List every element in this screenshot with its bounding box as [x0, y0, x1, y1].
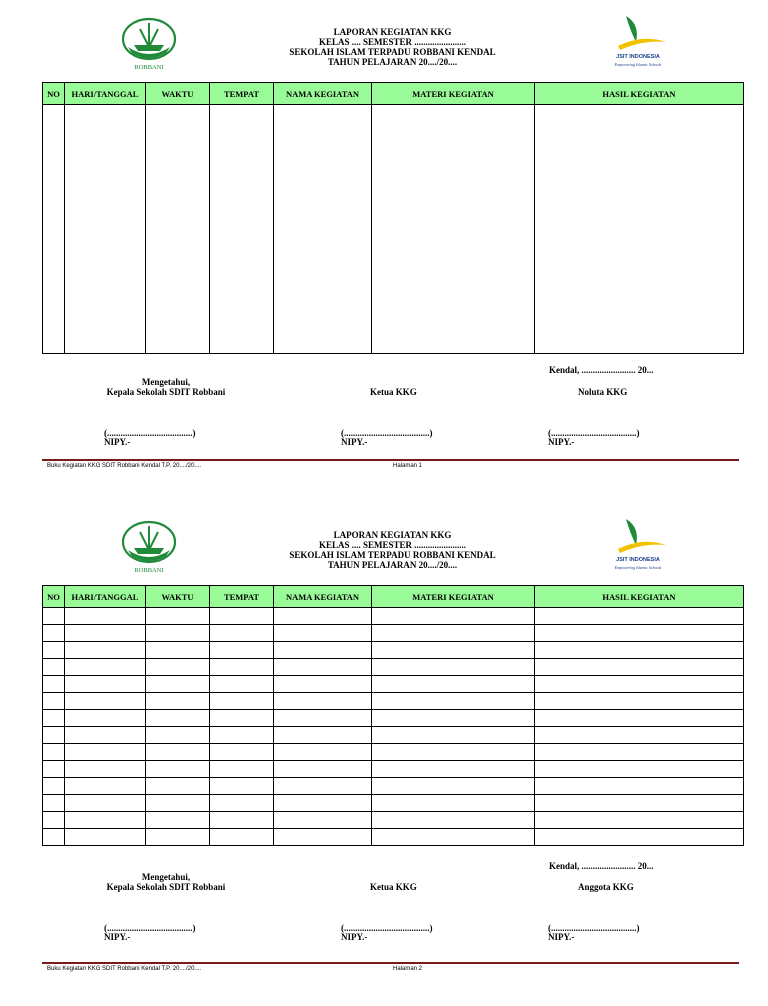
table-cell[interactable] [535, 744, 744, 761]
robbani-logo-icon [118, 520, 180, 574]
table-cell[interactable] [43, 744, 65, 761]
table-cell[interactable] [535, 693, 744, 710]
table-cell[interactable] [210, 761, 274, 778]
footer-page-number: Halaman 2 [393, 966, 423, 972]
activity-table [42, 585, 744, 846]
place-date: Kendal, ........................ 20... [549, 365, 654, 375]
col-no: NO [43, 586, 65, 608]
signature-right-role: Anggota KKG [578, 882, 634, 892]
table-cell[interactable] [372, 795, 535, 812]
table-cell[interactable] [210, 625, 274, 642]
heading-year: TAHUN PELAJARAN 20..../20.... [327, 57, 458, 67]
heading-school: SEKOLAH ISLAM TERPADU ROBBANI KENDAL [289, 47, 496, 57]
table-cell[interactable] [43, 795, 65, 812]
signature-right-role: Noluta KKG [578, 387, 628, 397]
table-cell[interactable] [43, 761, 65, 778]
table-cell[interactable] [274, 727, 372, 744]
footer-rule [42, 962, 739, 964]
table-cell[interactable] [274, 608, 372, 625]
svg-text:JSIT INDONESIA: JSIT INDONESIA [616, 557, 660, 563]
signature-blank-middle: (......................................) NIPY.- [341, 428, 433, 447]
heading-year: TAHUN PELAJARAN 20..../20.... [327, 560, 458, 570]
table-cell[interactable] [372, 642, 535, 659]
table-cell[interactable] [274, 795, 372, 812]
table-cell[interactable] [535, 727, 744, 744]
col-materi-kegiatan: MATERI KEGIATAN [372, 586, 535, 608]
table-cell[interactable] [43, 778, 65, 795]
svg-text:Empowering Islamic Schools: Empowering Islamic Schools [614, 62, 662, 67]
table-cell[interactable] [274, 105, 372, 354]
col-hari-tanggal: HARI/TANGGAL [65, 586, 146, 608]
table-cell[interactable] [535, 761, 744, 778]
table-cell[interactable] [146, 727, 210, 744]
signature-blank-middle: (......................................) NIPY.- [341, 923, 433, 942]
col-hasil-kegiatan: HASIL KEGIATAN [535, 83, 744, 105]
table-row [43, 642, 744, 659]
report-heading [270, 27, 515, 67]
table-cell[interactable] [372, 761, 535, 778]
col-tempat: TEMPAT [210, 83, 274, 105]
col-no: NO [43, 83, 65, 105]
table-cell[interactable] [535, 642, 744, 659]
table-cell[interactable] [535, 710, 744, 727]
signature-ketua: Ketua KKG [370, 387, 417, 397]
table-cell[interactable] [146, 761, 210, 778]
table-cell[interactable] [43, 676, 65, 693]
table-cell[interactable] [210, 693, 274, 710]
activity-table [42, 82, 744, 354]
table-cell[interactable] [43, 105, 65, 354]
table-cell[interactable] [372, 812, 535, 829]
table-cell[interactable] [535, 829, 744, 846]
table-row [43, 778, 744, 795]
footer-page-number: Halaman 1 [393, 463, 423, 469]
table-row [43, 761, 744, 778]
table-cell[interactable] [372, 829, 535, 846]
table-body [43, 608, 744, 846]
jsit-logo-icon [606, 12, 670, 70]
col-hasil-kegiatan: HASIL KEGIATAN [535, 586, 744, 608]
jsit-logo-icon [606, 515, 670, 573]
table-cell[interactable] [274, 744, 372, 761]
table-cell[interactable] [274, 642, 372, 659]
footer-rule [42, 459, 739, 461]
table-cell[interactable] [146, 829, 210, 846]
table-header-row [43, 586, 744, 608]
table-cell[interactable] [146, 625, 210, 642]
table-cell[interactable] [210, 795, 274, 812]
col-waktu: WAKTU [146, 586, 210, 608]
table-row [43, 812, 744, 829]
table-cell[interactable] [274, 812, 372, 829]
table-row [43, 676, 744, 693]
table-cell[interactable] [210, 659, 274, 676]
table-row [43, 625, 744, 642]
table-cell[interactable] [274, 693, 372, 710]
table-cell[interactable] [43, 608, 65, 625]
table-cell[interactable] [43, 693, 65, 710]
table-cell[interactable] [65, 727, 146, 744]
table-cell[interactable] [65, 778, 146, 795]
col-tempat: TEMPAT [210, 586, 274, 608]
table-cell[interactable] [274, 761, 372, 778]
heading-title: LAPORAN KEGIATAN KKG [333, 27, 452, 37]
table-cell[interactable] [65, 659, 146, 676]
signature-blank-left: (......................................) NIPY.- [104, 428, 196, 447]
table-cell[interactable] [146, 778, 210, 795]
table-cell[interactable] [43, 727, 65, 744]
table-cell[interactable] [535, 608, 744, 625]
table-row [43, 710, 744, 727]
table-cell[interactable] [372, 744, 535, 761]
table-cell[interactable] [274, 659, 372, 676]
table-cell[interactable] [65, 829, 146, 846]
table-cell[interactable] [146, 795, 210, 812]
table-cell[interactable] [65, 608, 146, 625]
table-row [43, 829, 744, 846]
table-cell[interactable] [535, 659, 744, 676]
table-header-row [43, 83, 744, 105]
table-cell[interactable] [146, 693, 210, 710]
table-cell[interactable] [372, 659, 535, 676]
table-cell[interactable] [43, 625, 65, 642]
svg-text:Empowering Islamic Schools: Empowering Islamic Schools [614, 565, 662, 570]
table-cell[interactable] [210, 710, 274, 727]
heading-school: SEKOLAH ISLAM TERPADU ROBBANI KENDAL [289, 550, 496, 560]
col-nama-kegiatan: NAMA KEGIATAN [274, 83, 372, 105]
report-heading [270, 530, 515, 570]
table-cell[interactable] [372, 625, 535, 642]
table-cell[interactable] [65, 642, 146, 659]
col-waktu: WAKTU [146, 83, 210, 105]
table-cell[interactable] [65, 795, 146, 812]
col-nama-kegiatan: NAMA KEGIATAN [274, 586, 372, 608]
table-cell[interactable] [535, 778, 744, 795]
table-cell[interactable] [372, 710, 535, 727]
table-cell[interactable] [43, 829, 65, 846]
svg-text:ROBBANI: ROBBANI [134, 567, 164, 574]
table-cell[interactable] [146, 642, 210, 659]
col-hari-tanggal: HARI/TANGGAL [65, 83, 146, 105]
table-cell[interactable] [372, 727, 535, 744]
robbani-logo-icon [118, 17, 180, 71]
signature-principal: Mengetahui, Kepala Sekolah SDIT Robbani [106, 377, 226, 397]
table-cell[interactable] [210, 812, 274, 829]
table-row [43, 744, 744, 761]
table-cell[interactable] [274, 710, 372, 727]
col-materi-kegiatan: MATERI KEGIATAN [372, 83, 535, 105]
table-cell[interactable] [146, 659, 210, 676]
table-cell[interactable] [210, 608, 274, 625]
table-cell[interactable] [146, 676, 210, 693]
table-cell[interactable] [146, 105, 210, 354]
table-cell[interactable] [65, 812, 146, 829]
table-cell[interactable] [43, 812, 65, 829]
table-row [43, 659, 744, 676]
table-cell[interactable] [372, 105, 535, 354]
svg-text:JSIT INDONESIA: JSIT INDONESIA [616, 54, 660, 60]
table-cell[interactable] [210, 727, 274, 744]
table-row [43, 608, 744, 625]
table-cell[interactable] [210, 105, 274, 354]
table-cell[interactable] [535, 676, 744, 693]
table-cell[interactable] [372, 693, 535, 710]
table-cell[interactable] [65, 625, 146, 642]
heading-class-semester: KELAS .... SEMESTER ....................... [318, 540, 467, 550]
table-cell[interactable] [535, 812, 744, 829]
table-cell[interactable] [535, 625, 744, 642]
table-cell[interactable] [65, 105, 146, 354]
table-cell[interactable] [146, 710, 210, 727]
heading-title: LAPORAN KEGIATAN KKG [333, 530, 452, 540]
signature-blank-left: (......................................) NIPY.- [104, 923, 196, 942]
table-cell[interactable] [210, 829, 274, 846]
table-cell[interactable] [210, 642, 274, 659]
table-cell[interactable] [274, 676, 372, 693]
table-cell[interactable] [210, 744, 274, 761]
table-cell[interactable] [146, 744, 210, 761]
table-cell[interactable] [43, 659, 65, 676]
table-cell[interactable] [274, 778, 372, 795]
table-cell[interactable] [274, 625, 372, 642]
table-cell[interactable] [65, 744, 146, 761]
footer-book-title: Buku Kegiatan KKG SDIT Robbani Kendal T.P. 20..../20.... [47, 966, 202, 972]
table-cell[interactable] [535, 795, 744, 812]
table-cell[interactable] [65, 761, 146, 778]
table-cell[interactable] [210, 778, 274, 795]
table-cell[interactable] [146, 812, 210, 829]
table-row [43, 795, 744, 812]
table-cell[interactable] [372, 608, 535, 625]
table-cell[interactable] [146, 608, 210, 625]
table-cell[interactable] [65, 710, 146, 727]
table-cell[interactable] [43, 642, 65, 659]
table-row [43, 693, 744, 710]
table-cell[interactable] [210, 676, 274, 693]
table-cell[interactable] [43, 710, 65, 727]
table-cell[interactable] [372, 676, 535, 693]
signature-blank-right: (......................................) NIPY.- [548, 428, 640, 447]
signature-blank-right: (......................................) NIPY.- [548, 923, 640, 942]
table-cell[interactable] [372, 778, 535, 795]
place-date: Kendal, ........................ 20... [549, 861, 654, 871]
table-cell[interactable] [65, 693, 146, 710]
page-2 [0, 503, 768, 1006]
table-cell[interactable] [274, 829, 372, 846]
table-row [43, 105, 744, 354]
svg-text:ROBBANI: ROBBANI [134, 64, 164, 71]
table-row [43, 727, 744, 744]
footer-book-title: Buku Kegiatan KKG SDIT Robbani Kendal T.P. 20..../20.... [47, 463, 202, 469]
signature-ketua: Ketua KKG [370, 882, 417, 892]
heading-class-semester: KELAS .... SEMESTER ....................... [318, 37, 467, 47]
signature-principal: Mengetahui, Kepala Sekolah SDIT Robbani [106, 872, 226, 892]
table-cell[interactable] [65, 676, 146, 693]
table-cell[interactable] [535, 105, 744, 354]
